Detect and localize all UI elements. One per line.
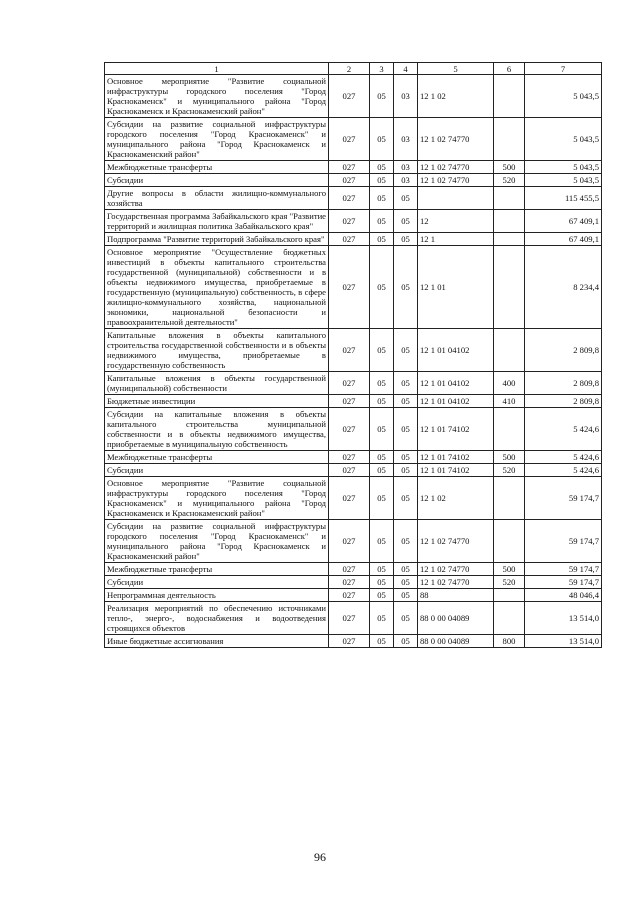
header-col-4: 4 bbox=[394, 63, 418, 75]
row-name: Межбюджетные трансферты bbox=[105, 451, 329, 464]
row-name: Субсидии bbox=[105, 464, 329, 477]
row-admin-code: 027 bbox=[329, 477, 370, 520]
row-section: 05 bbox=[370, 520, 394, 563]
row-subsection: 05 bbox=[394, 635, 418, 648]
row-admin-code: 027 bbox=[329, 602, 370, 635]
row-subsection: 05 bbox=[394, 372, 418, 395]
row-subsection: 05 bbox=[394, 329, 418, 372]
row-name: Капитальные вложения в объекты капитального строительства государственной собственности и в объекты недвижимого имущества, приобретаемые в государственную собственность bbox=[105, 329, 329, 372]
row-section: 05 bbox=[370, 408, 394, 451]
row-subsection: 05 bbox=[394, 477, 418, 520]
row-name: Субсидии на развитие социальной инфраструктуры городского поселения "Город Краснокаменск" и муниципального района "Город Краснокаменск и Краснокаменский район" bbox=[105, 520, 329, 563]
row-amount: 48 046,4 bbox=[525, 589, 602, 602]
row-target-item: 12 1 02 74770 bbox=[418, 563, 494, 576]
row-admin-code: 027 bbox=[329, 589, 370, 602]
row-admin-code: 027 bbox=[329, 520, 370, 563]
row-expense-type bbox=[494, 187, 525, 210]
row-subsection: 03 bbox=[394, 75, 418, 118]
row-target-item: 12 1 02 74770 bbox=[418, 174, 494, 187]
row-section: 05 bbox=[370, 174, 394, 187]
row-amount: 13 514,0 bbox=[525, 602, 602, 635]
row-amount: 59 174,7 bbox=[525, 520, 602, 563]
row-target-item: 12 1 02 74770 bbox=[418, 576, 494, 589]
row-target-item: 12 1 01 bbox=[418, 246, 494, 329]
row-amount: 67 409,1 bbox=[525, 233, 602, 246]
row-name: Основное мероприятие "Развитие социальной инфраструктуры городского поселения "Город Краснокаменск" и муниципального района "Город Краснокаменск и Краснокаменский район" bbox=[105, 477, 329, 520]
row-expense-type: 520 bbox=[494, 464, 525, 477]
row-name: Капитальные вложения в объекты государственной (муниципальной) собственности bbox=[105, 372, 329, 395]
row-subsection: 05 bbox=[394, 395, 418, 408]
row-admin-code: 027 bbox=[329, 576, 370, 589]
row-subsection: 05 bbox=[394, 408, 418, 451]
row-expense-type: 500 bbox=[494, 451, 525, 464]
row-amount: 59 174,7 bbox=[525, 477, 602, 520]
row-subsection: 05 bbox=[394, 246, 418, 329]
table-row bbox=[105, 329, 602, 372]
row-target-item: 12 1 02 74770 bbox=[418, 520, 494, 563]
header-col-6: 6 bbox=[494, 63, 525, 75]
row-expense-type bbox=[494, 118, 525, 161]
table-row bbox=[105, 174, 602, 187]
row-subsection: 03 bbox=[394, 174, 418, 187]
row-section: 05 bbox=[370, 329, 394, 372]
row-expense-type bbox=[494, 75, 525, 118]
row-admin-code: 027 bbox=[329, 233, 370, 246]
table-row bbox=[105, 408, 602, 451]
row-subsection: 03 bbox=[394, 118, 418, 161]
row-amount: 2 809,8 bbox=[525, 329, 602, 372]
row-target-item: 12 1 01 04102 bbox=[418, 329, 494, 372]
row-expense-type bbox=[494, 233, 525, 246]
row-subsection: 05 bbox=[394, 187, 418, 210]
row-target-item: 12 1 01 04102 bbox=[418, 395, 494, 408]
row-section: 05 bbox=[370, 602, 394, 635]
row-target-item: 88 0 00 04089 bbox=[418, 635, 494, 648]
row-name: Межбюджетные трансферты bbox=[105, 161, 329, 174]
table-row bbox=[105, 161, 602, 174]
row-name: Подпрограмма "Развитие территорий Забайкальского края" bbox=[105, 233, 329, 246]
row-admin-code: 027 bbox=[329, 161, 370, 174]
row-amount: 5 043,5 bbox=[525, 174, 602, 187]
row-section: 05 bbox=[370, 451, 394, 464]
row-name: Реализация мероприятий по обеспечению источниками тепло-, энерго-, водоснабжения и водоотведения строящихся объектов bbox=[105, 602, 329, 635]
row-name: Бюджетные инвестиции bbox=[105, 395, 329, 408]
budget-table bbox=[104, 62, 602, 648]
row-target-item: 12 1 02 bbox=[418, 477, 494, 520]
table-row bbox=[105, 477, 602, 520]
table-row bbox=[105, 602, 602, 635]
row-section: 05 bbox=[370, 395, 394, 408]
table-row bbox=[105, 395, 602, 408]
row-expense-type: 500 bbox=[494, 161, 525, 174]
table-row bbox=[105, 75, 602, 118]
row-admin-code: 027 bbox=[329, 563, 370, 576]
row-section: 05 bbox=[370, 589, 394, 602]
row-section: 05 bbox=[370, 210, 394, 233]
row-target-item: 12 1 01 74102 bbox=[418, 408, 494, 451]
row-name: Другие вопросы в области жилищно-коммунального хозяйства bbox=[105, 187, 329, 210]
row-name: Субсидии bbox=[105, 576, 329, 589]
header-row bbox=[105, 63, 602, 75]
table-row bbox=[105, 464, 602, 477]
row-target-item: 12 1 02 bbox=[418, 75, 494, 118]
row-expense-type bbox=[494, 602, 525, 635]
row-subsection: 05 bbox=[394, 576, 418, 589]
row-name: Субсидии bbox=[105, 174, 329, 187]
row-expense-type: 410 bbox=[494, 395, 525, 408]
row-expense-type bbox=[494, 520, 525, 563]
row-expense-type: 520 bbox=[494, 576, 525, 589]
row-target-item: 12 1 bbox=[418, 233, 494, 246]
page-number: 96 bbox=[314, 850, 326, 864]
row-section: 05 bbox=[370, 246, 394, 329]
row-target-item: 12 1 01 74102 bbox=[418, 451, 494, 464]
row-section: 05 bbox=[370, 563, 394, 576]
row-amount: 13 514,0 bbox=[525, 635, 602, 648]
row-amount: 5 043,5 bbox=[525, 161, 602, 174]
row-name: Основное мероприятие "Развитие социальной инфраструктуры городского поселения "Город Краснокаменск" и муниципального района "Город Краснокаменск и Краснокаменский район" bbox=[105, 75, 329, 118]
row-expense-type bbox=[494, 246, 525, 329]
row-name: Иные бюджетные ассигнования bbox=[105, 635, 329, 648]
row-subsection: 05 bbox=[394, 451, 418, 464]
table-row bbox=[105, 576, 602, 589]
row-section: 05 bbox=[370, 187, 394, 210]
row-expense-type bbox=[494, 329, 525, 372]
table-row bbox=[105, 635, 602, 648]
row-expense-type: 400 bbox=[494, 372, 525, 395]
row-target-item bbox=[418, 187, 494, 210]
table-row bbox=[105, 210, 602, 233]
row-target-item: 12 1 01 04102 bbox=[418, 372, 494, 395]
row-section: 05 bbox=[370, 161, 394, 174]
row-subsection: 03 bbox=[394, 161, 418, 174]
row-target-item: 12 1 02 74770 bbox=[418, 118, 494, 161]
row-section: 05 bbox=[370, 576, 394, 589]
row-admin-code: 027 bbox=[329, 372, 370, 395]
row-admin-code: 027 bbox=[329, 187, 370, 210]
header-col-1: 1 bbox=[105, 63, 329, 75]
table-row bbox=[105, 118, 602, 161]
row-section: 05 bbox=[370, 233, 394, 246]
row-admin-code: 027 bbox=[329, 174, 370, 187]
row-name: Государственная программа Забайкальского края "Развитие территорий и жилищная политика Забайкальского края" bbox=[105, 210, 329, 233]
row-section: 05 bbox=[370, 118, 394, 161]
row-section: 05 bbox=[370, 477, 394, 520]
row-admin-code: 027 bbox=[329, 464, 370, 477]
row-subsection: 05 bbox=[394, 589, 418, 602]
row-target-item: 12 1 02 74770 bbox=[418, 161, 494, 174]
row-amount: 67 409,1 bbox=[525, 210, 602, 233]
row-name: Субсидии на развитие социальной инфраструктуры городского поселения "Город Краснокаменск" и муниципального района "Город Краснокаменск и Краснокаменский район" bbox=[105, 118, 329, 161]
row-section: 05 bbox=[370, 464, 394, 477]
row-subsection: 05 bbox=[394, 563, 418, 576]
row-amount: 5 043,5 bbox=[525, 75, 602, 118]
row-expense-type: 520 bbox=[494, 174, 525, 187]
row-admin-code: 027 bbox=[329, 246, 370, 329]
row-amount: 2 809,8 bbox=[525, 372, 602, 395]
row-admin-code: 027 bbox=[329, 118, 370, 161]
row-admin-code: 027 bbox=[329, 210, 370, 233]
row-admin-code: 027 bbox=[329, 75, 370, 118]
row-amount: 59 174,7 bbox=[525, 576, 602, 589]
row-admin-code: 027 bbox=[329, 635, 370, 648]
row-expense-type: 800 bbox=[494, 635, 525, 648]
row-name: Межбюджетные трансферты bbox=[105, 563, 329, 576]
row-amount: 8 234,4 bbox=[525, 246, 602, 329]
row-subsection: 05 bbox=[394, 464, 418, 477]
table-row bbox=[105, 451, 602, 464]
row-amount: 115 455,5 bbox=[525, 187, 602, 210]
row-expense-type bbox=[494, 408, 525, 451]
header-col-3: 3 bbox=[370, 63, 394, 75]
row-amount: 59 174,7 bbox=[525, 563, 602, 576]
row-admin-code: 027 bbox=[329, 408, 370, 451]
row-target-item: 12 bbox=[418, 210, 494, 233]
table-row bbox=[105, 563, 602, 576]
row-amount: 5 043,5 bbox=[525, 118, 602, 161]
table-row bbox=[105, 372, 602, 395]
header-col-5: 5 bbox=[418, 63, 494, 75]
table-row bbox=[105, 233, 602, 246]
row-amount: 5 424,6 bbox=[525, 451, 602, 464]
row-amount: 2 809,8 bbox=[525, 395, 602, 408]
table-row bbox=[105, 187, 602, 210]
row-expense-type bbox=[494, 210, 525, 233]
row-section: 05 bbox=[370, 635, 394, 648]
row-subsection: 05 bbox=[394, 233, 418, 246]
row-target-item: 12 1 01 74102 bbox=[418, 464, 494, 477]
row-subsection: 05 bbox=[394, 602, 418, 635]
row-section: 05 bbox=[370, 75, 394, 118]
row-subsection: 05 bbox=[394, 520, 418, 563]
row-expense-type bbox=[494, 589, 525, 602]
row-admin-code: 027 bbox=[329, 451, 370, 464]
table-row bbox=[105, 589, 602, 602]
row-name: Субсидии на капитальные вложения в объекты капитального строительства муниципальной собственности и в объекты недвижимого имущества, приобретаемые в муниципальную собственность bbox=[105, 408, 329, 451]
row-expense-type: 500 bbox=[494, 563, 525, 576]
row-target-item: 88 bbox=[418, 589, 494, 602]
row-name: Непрограммная деятельность bbox=[105, 589, 329, 602]
row-target-item: 88 0 00 04089 bbox=[418, 602, 494, 635]
row-admin-code: 027 bbox=[329, 395, 370, 408]
table-row bbox=[105, 520, 602, 563]
row-expense-type bbox=[494, 477, 525, 520]
table-row bbox=[105, 246, 602, 329]
row-amount: 5 424,6 bbox=[525, 464, 602, 477]
row-amount: 5 424,6 bbox=[525, 408, 602, 451]
header-col-2: 2 bbox=[329, 63, 370, 75]
row-admin-code: 027 bbox=[329, 329, 370, 372]
row-name: Основное мероприятие "Осуществление бюджетных инвестиций в объекты капитального строительства государственной (муниципальной) собственности и в объекты недвижимого имущества, приобретаемые в государственную (муниципальную) собственность, в сфере жилищно-коммунального хозяйства, национальной экономики, национальной безопасности и правоохранительной деятельности" bbox=[105, 246, 329, 329]
row-section: 05 bbox=[370, 372, 394, 395]
header-col-7: 7 bbox=[525, 63, 602, 75]
table-body bbox=[105, 75, 602, 648]
row-subsection: 05 bbox=[394, 210, 418, 233]
